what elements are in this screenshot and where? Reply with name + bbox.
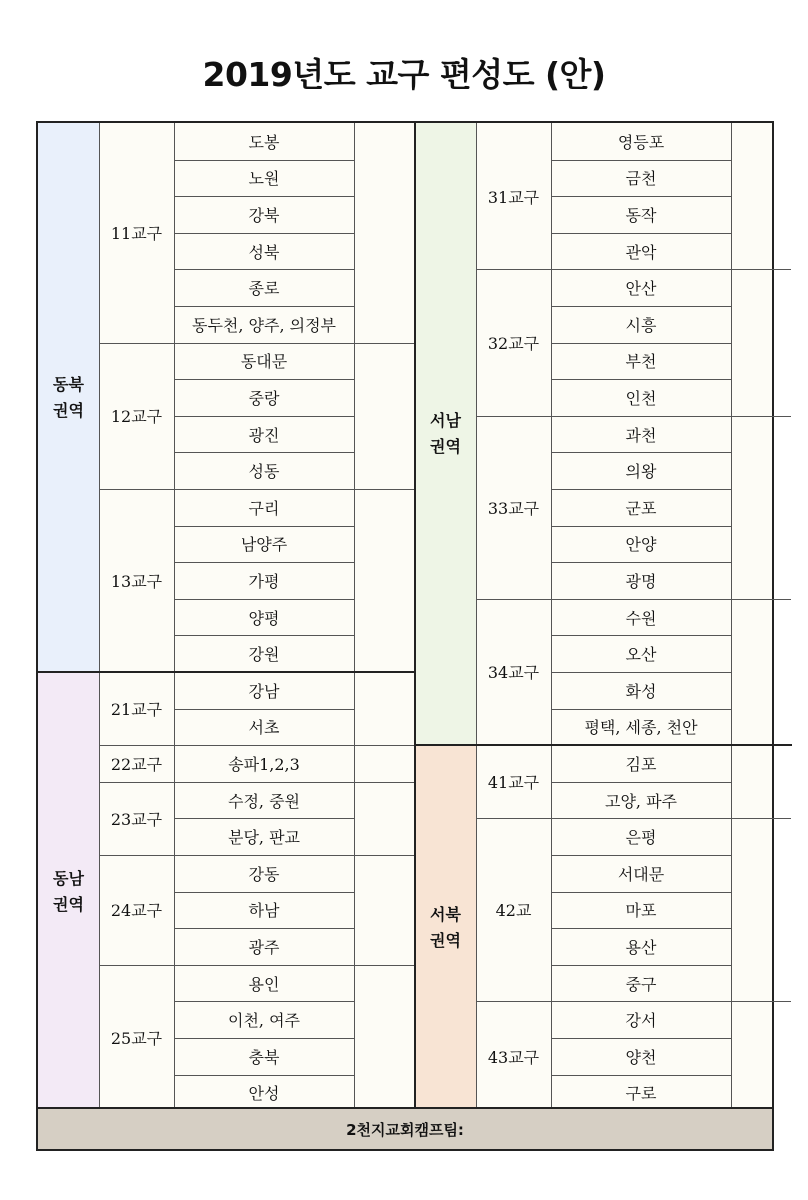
area-divider [551, 635, 731, 636]
area-cell: 동대문 [240, 352, 288, 372]
column-divider [731, 123, 732, 745]
area-cell: 노원 [248, 169, 280, 189]
district-label: 34교구 [487, 663, 540, 683]
area-divider [551, 855, 731, 856]
area-cell: 평택, 세종, 천안 [584, 718, 698, 738]
area-divider [174, 599, 354, 600]
area-cell: 은평 [625, 828, 657, 848]
area-divider [551, 233, 731, 234]
area-divider [551, 892, 731, 893]
area-divider [551, 526, 731, 527]
area-cell: 남양주 [240, 535, 288, 555]
area-cell: 중구 [625, 974, 657, 994]
area-cell: 강원 [248, 645, 280, 665]
area-divider [551, 965, 731, 966]
column-divider [476, 123, 477, 745]
district-label: 32교구 [487, 334, 540, 354]
area-divider [551, 379, 731, 380]
area-divider [174, 818, 354, 819]
area-cell: 수원 [625, 608, 657, 628]
column-divider [99, 672, 100, 1111]
area-divider [551, 196, 731, 197]
region-label: 동북 권역 [38, 123, 99, 672]
area-cell: 부천 [625, 352, 657, 372]
column-divider [99, 123, 100, 672]
area-cell: 가평 [248, 571, 280, 591]
area-cell: 고양, 파주 [605, 791, 677, 811]
area-cell: 성동 [248, 462, 280, 482]
region-divider [38, 671, 415, 673]
column-divider [476, 745, 477, 1111]
column-divider [551, 123, 552, 745]
area-cell: 과천 [625, 425, 657, 445]
district-label: 41교구 [487, 773, 540, 793]
center-divider [414, 123, 416, 1107]
area-cell: 김포 [625, 754, 657, 774]
area-divider [551, 562, 731, 563]
area-divider [551, 709, 731, 710]
district-label: 43교구 [487, 1047, 540, 1067]
area-divider [551, 1038, 731, 1039]
area-cell: 중랑 [248, 388, 280, 408]
district-label: 33교구 [487, 498, 540, 518]
district-table [36, 121, 774, 1151]
area-cell: 관악 [625, 242, 657, 262]
document-title: 2019년도 교구 편성도 (안) [202, 55, 606, 94]
area-divider [174, 892, 354, 893]
area-cell: 광진 [248, 425, 280, 445]
area-cell: 강서 [625, 1011, 657, 1031]
column-divider [551, 745, 552, 1111]
area-divider [551, 306, 731, 307]
area-divider [551, 928, 731, 929]
area-cell: 서대문 [617, 864, 665, 884]
area-divider [174, 709, 354, 710]
area-cell: 영등포 [617, 132, 665, 152]
area-cell: 도봉 [248, 132, 280, 152]
district-label: 24교구 [110, 901, 163, 921]
area-divider [174, 562, 354, 563]
area-cell: 의왕 [625, 462, 657, 482]
area-divider [551, 452, 731, 453]
area-cell: 동두천, 양주, 의정부 [192, 315, 336, 335]
column-divider [354, 672, 355, 1111]
district-label: 25교구 [110, 1029, 163, 1049]
area-cell: 강동 [248, 864, 280, 884]
district-label: 31교구 [487, 187, 540, 207]
area-divider [551, 160, 731, 161]
column-divider [174, 672, 175, 1111]
area-cell: 종로 [248, 279, 280, 299]
area-cell: 강북 [248, 205, 280, 225]
area-divider [174, 160, 354, 161]
area-cell: 인천 [625, 388, 657, 408]
area-divider [174, 233, 354, 234]
area-cell: 시흥 [625, 315, 657, 335]
area-cell: 구로 [625, 1084, 657, 1104]
area-divider [551, 489, 731, 490]
district-label: 21교구 [110, 700, 163, 720]
district-label: 12교구 [110, 407, 163, 427]
district-label: 22교구 [110, 754, 163, 774]
area-cell: 송파1,2,3 [228, 754, 300, 774]
area-cell: 성북 [248, 242, 280, 262]
area-cell: 이천, 여주 [228, 1011, 300, 1031]
area-divider [174, 526, 354, 527]
area-cell: 용인 [248, 974, 280, 994]
district-label: 42교 [495, 901, 532, 921]
area-divider [551, 343, 731, 344]
area-divider [174, 306, 354, 307]
area-divider [174, 196, 354, 197]
column-divider [354, 123, 355, 672]
footer-bar: 2천지교회캠프팀: [38, 1107, 772, 1149]
district-label: 23교구 [110, 809, 163, 829]
region-label: 서남 권역 [415, 123, 476, 745]
area-cell: 광명 [625, 571, 657, 591]
region-divider [415, 744, 792, 746]
area-divider [174, 1001, 354, 1002]
area-cell: 수정, 중원 [228, 791, 300, 811]
area-cell: 양천 [625, 1047, 657, 1067]
area-divider [174, 452, 354, 453]
region-label: 서북 권역 [415, 745, 476, 1111]
region-label: 동남 권역 [38, 672, 99, 1111]
area-divider [174, 1038, 354, 1039]
area-divider [174, 379, 354, 380]
area-divider [174, 928, 354, 929]
area-cell: 안성 [248, 1084, 280, 1104]
area-cell: 안양 [625, 535, 657, 555]
area-cell: 구리 [248, 498, 280, 518]
area-cell: 화성 [625, 681, 657, 701]
area-cell: 동작 [625, 205, 657, 225]
area-cell: 하남 [248, 901, 280, 921]
area-cell: 금천 [625, 169, 657, 189]
area-divider [551, 672, 731, 673]
area-divider [551, 1075, 731, 1076]
area-cell: 서초 [248, 718, 280, 738]
area-cell: 안산 [625, 279, 657, 299]
area-divider [174, 416, 354, 417]
column-divider [174, 123, 175, 672]
district-label: 11교구 [110, 224, 163, 244]
area-cell: 분당, 판교 [228, 828, 300, 848]
area-divider [174, 1075, 354, 1076]
area-divider [174, 269, 354, 270]
area-cell: 강남 [248, 681, 280, 701]
area-cell: 충북 [248, 1047, 280, 1067]
area-cell: 마포 [625, 901, 657, 921]
area-cell: 오산 [625, 645, 657, 665]
area-divider [174, 635, 354, 636]
area-cell: 용산 [625, 937, 657, 957]
column-divider [731, 745, 732, 1111]
area-cell: 양평 [248, 608, 280, 628]
area-divider [551, 782, 731, 783]
district-label: 13교구 [110, 572, 163, 591]
area-cell: 광주 [248, 937, 280, 957]
area-cell: 군포 [625, 498, 657, 518]
